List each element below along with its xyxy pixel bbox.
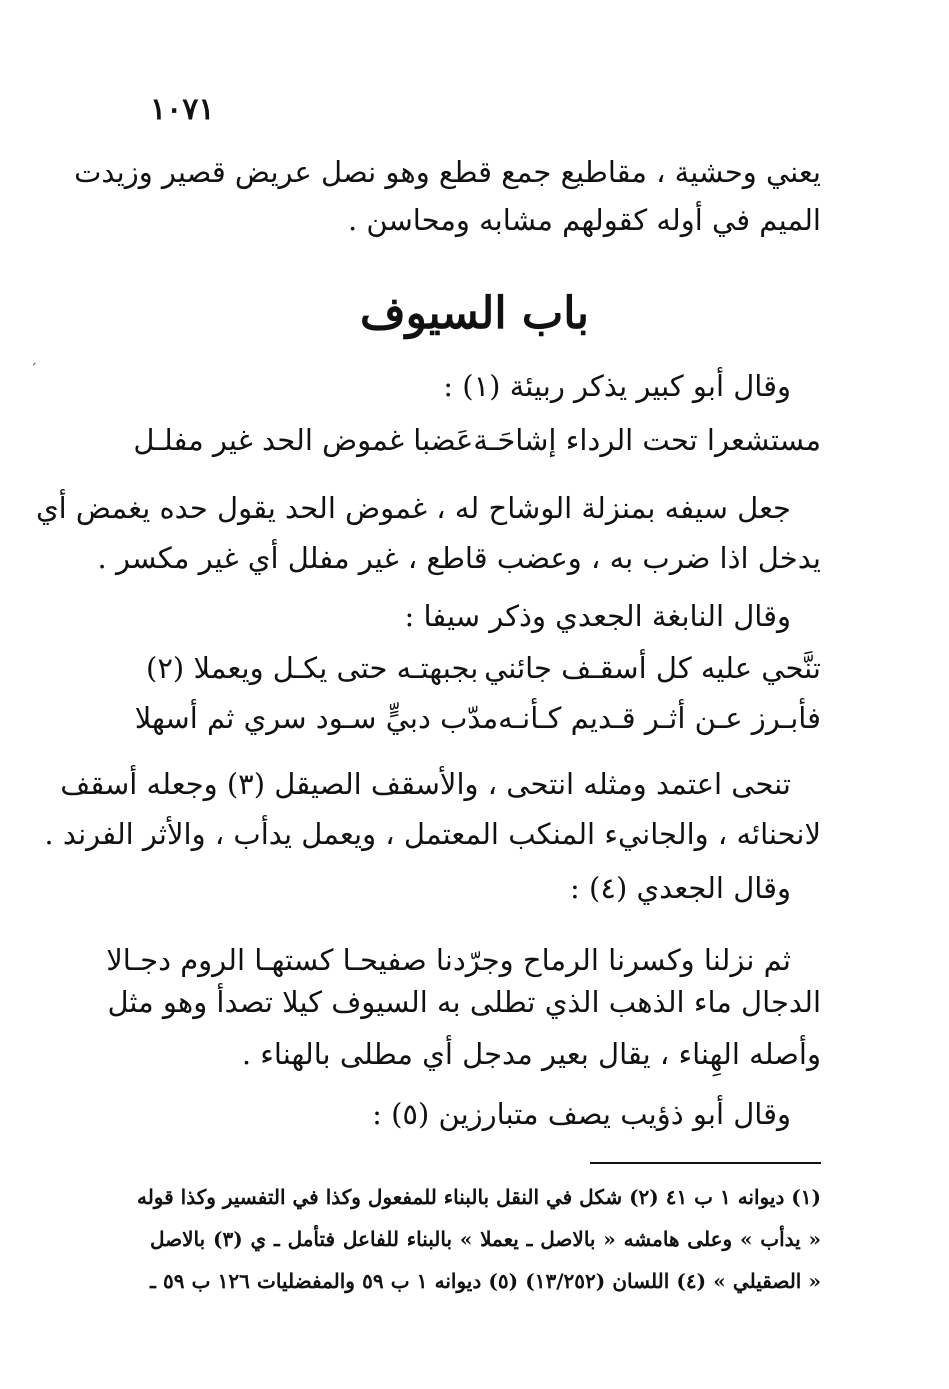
verse-hemistich-right: مستشعرا تحت الرداء إشاحَـة <box>473 423 821 457</box>
verse-intro: وقال الجعدي (٤) : <box>570 871 791 905</box>
footnote-line: (١) ديوانه ١ ب ٤١ (٢) شكل في النقل بالبناء للمفعول وكذا في التفسير وكذا قوله <box>136 1185 821 1209</box>
body-line: يدخل اذا ضرب به ، وعضب قاطع ، غير مفلل أي غير مكسر . <box>97 541 821 575</box>
verse-intro: وقال أبو ذؤيب يصف متبارزين (٥) : <box>372 1097 791 1131</box>
body-line: تنحى اعتمد ومثله انتحى ، والأسقف الصيقل (٣) وجعله أسقف <box>60 767 791 801</box>
body-line: الدجال ماء الذهب الذي تطلى به السيوف كيلا تصدأ وهو مثل <box>107 985 821 1019</box>
verse-line <box>134 698 821 738</box>
page-number: ١٠٧١ <box>150 92 215 127</box>
footnote-separator <box>590 1162 821 1164</box>
body-line: وأصله الهِناء ، يقال بعير مدجل أي مطلى بالهناء . <box>241 1037 821 1071</box>
body-line: جعل سيفه بمنزلة الوشاح له ، غموض الحد يقول حده يغمض أي <box>35 491 791 525</box>
verse-line <box>133 420 821 460</box>
verse-hemistich-left: بجبهتـه حتى يكـل ويعملا (٢) <box>146 651 479 685</box>
section-heading: باب السيوف <box>360 288 589 339</box>
body-line: لانحنائه ، والجانيء المنكب المعتمل ، ويعمل يدأب ، والأثر الفرند . <box>44 817 821 851</box>
verse-hemistich-left: مدّب دبيٍّ سـود سري ثم أسهلا <box>134 701 499 735</box>
body-line: يعني وحشية ، مقاطيع جمع قطع وهو نصل عريض قصير وزيدت <box>74 155 821 189</box>
verse-line <box>146 648 821 688</box>
verse-hemistich-left: عَضبا غموض الحد غير مفلـل <box>133 423 474 457</box>
verse-intro: وقال أبو كبير يذكر ربيئة (١) : <box>443 369 791 403</box>
verse-hemistich-right: فأبـرز عـن أثـر قـديم كـأنـه <box>498 701 821 735</box>
stray-mark: ˊ <box>30 362 37 378</box>
verse-line: ثم نزلنا وكسرنا الرماح وجرّدنا صفيحـا كستهـا الروم دجـالا <box>106 943 791 977</box>
verse-intro: وقال النابغة الجعدي وذكر سيفا : <box>404 599 791 633</box>
body-line: الميم في أوله كقولهم مشابه ومحاسن . <box>347 203 821 237</box>
footnote-line: « الصقيلي » (٤) اللسان (١٣/٢٥٢) (٥) ديوانه ١ ب ٥٩ والمفضليات ١٢٦ ب ٥٩ ـ <box>150 1269 821 1293</box>
footnote-line: « يدأب » وعلى هامشه « بالاصل ـ يعملا » بالبناء للفاعل فتأمل ـ ي (٣) بالاصل <box>150 1227 821 1251</box>
verse-hemistich-right: تنَّحي عليه كل أسقـف جائني <box>484 651 821 685</box>
